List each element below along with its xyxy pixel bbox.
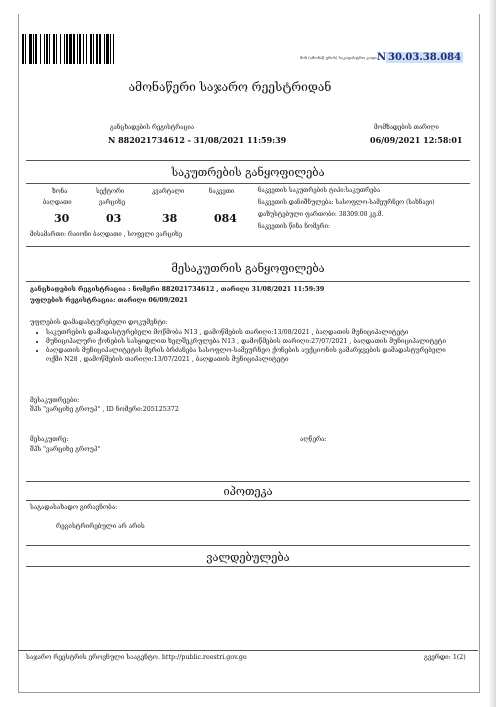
owner-section-title: მესაკუთრის განყოფილება	[171, 262, 325, 275]
app-reg-label: განცხადების რეგისტრაცია	[110, 124, 195, 131]
divider	[26, 566, 470, 567]
doc-item: • მუნიციპალური ქონების სასყიდლით ხელშეკრულება N13 , დამოწმების თარიღი:27/07/2021 , ბაღდათის მუნიციპალიტეტი	[46, 337, 450, 346]
debts-section-title: ვალდებულება	[206, 551, 290, 564]
previous-number: ნაკვეთის წინა ნომერი:	[258, 223, 330, 230]
divider	[26, 500, 470, 501]
quarter-label: კვარტალი	[152, 188, 185, 195]
parcel-purpose: ნაკვეთის დანიშნულება: სასოფლო-სამეურნეო (სახნავი)	[258, 199, 435, 206]
doc-item: • საკუთრების დამადასტურებელი მოწმობა N13 , დამოწმების თარიღი:13/08/2021 , ბაღდათის მუნიციპალიტეტი	[46, 328, 450, 337]
declared-area-label: დაზუსტებული ფართობი:	[258, 211, 337, 218]
regno-prefix: N	[377, 52, 387, 63]
app-reg-value: N 882021734612 - 31/08/2021 11:59:39	[108, 135, 287, 145]
sector-value: 03	[106, 212, 122, 225]
address: მისამართი: რაიონი ბაღდათი , სოფელი ვარციხე	[30, 231, 182, 238]
owners-label: მესაკუთრეები:	[30, 397, 80, 404]
parcel-label: ნაკვეთი	[209, 188, 235, 195]
divider	[26, 481, 470, 482]
owner-reg-line-b: , თარიღი 31/08/2021 11:59:39	[216, 286, 325, 293]
footer-source[interactable]: საჯარო რეესტრის ეროვნული სააგენტო. http://public.reestri.gov.ge	[26, 654, 247, 661]
owner-reg-line-a: განცხადების რეგისტრაცია : ნომერი 882021734612	[30, 286, 215, 293]
divider	[26, 281, 470, 282]
docs-list	[30, 328, 450, 364]
zone-value: 30	[54, 212, 70, 225]
sector-label: სექტორი	[96, 188, 125, 195]
divider	[26, 160, 470, 161]
divider	[26, 183, 470, 184]
prep-date-label: მომზადების თარიღი	[374, 124, 439, 131]
owner-label: მესაკუთრე:	[30, 436, 69, 443]
barcode	[22, 34, 162, 64]
description-label: აღწერა:	[300, 436, 327, 443]
owners-value: შპს "ვარციხე გროუპ" , ID ნომერი:205125372	[30, 406, 179, 413]
page-indicator: გვერდი: 1(2)	[424, 654, 466, 661]
property-section-title: საკუთრების განყოფილება	[171, 166, 325, 179]
tax-lien-label: საგადასახადო გირავნობა:	[30, 504, 118, 511]
declared-area-unit: კვ.მ.	[369, 211, 384, 218]
main-title: ამონაწერი საჯარო რეესტრიდან	[128, 80, 332, 94]
docs-label: უფლების დამადასტურებელი დოკუმენტი:	[30, 319, 168, 326]
barcode-caption: მინ (ამონაწ ერის) საკადასტრო კოდი	[300, 55, 378, 60]
zone-sub: ბაღდათი	[43, 199, 72, 206]
zone-label: ზონა	[52, 188, 68, 195]
divider	[26, 545, 470, 546]
sector-sub: ვარციხე	[99, 199, 125, 206]
parcel-value: 084	[214, 212, 237, 225]
tax-lien-value: რეგისტრირებული არ არის	[56, 523, 145, 530]
mortgage-section-title: იპოთეკა	[223, 485, 273, 498]
document-number[interactable]: 30.03.38.084	[388, 52, 462, 63]
quarter-value: 38	[162, 212, 178, 225]
doc-item: • ბაღდათის მუნიციპალიტეტის მერის ბრძანება სასოფლო-სამეურნეო ქონების აუქციონის გამარჯვების დამადასტურებელი ოქმი N28 , დამოწმების თარიღი:13/07/2021 , ბაღდათის მუნიციპალიტეტი	[46, 346, 450, 364]
declared-area-value: 38309.00	[338, 211, 368, 218]
right-reg-date: უფლების რეგისტრაცია: თარიღი 06/09/2021	[30, 297, 189, 304]
ownership-type: ნაკვეთის საკუთრების ტიპი:საკუთრება	[258, 187, 381, 194]
footer-divider	[18, 650, 478, 651]
barcode-bar	[114, 34, 116, 64]
scroll-shadow	[488, 0, 496, 707]
divider	[26, 246, 470, 247]
owner-value: შპს "ვარციხე გროუპ"	[30, 446, 101, 453]
prep-date-value: 06/09/2021 12:58:01	[370, 135, 463, 145]
